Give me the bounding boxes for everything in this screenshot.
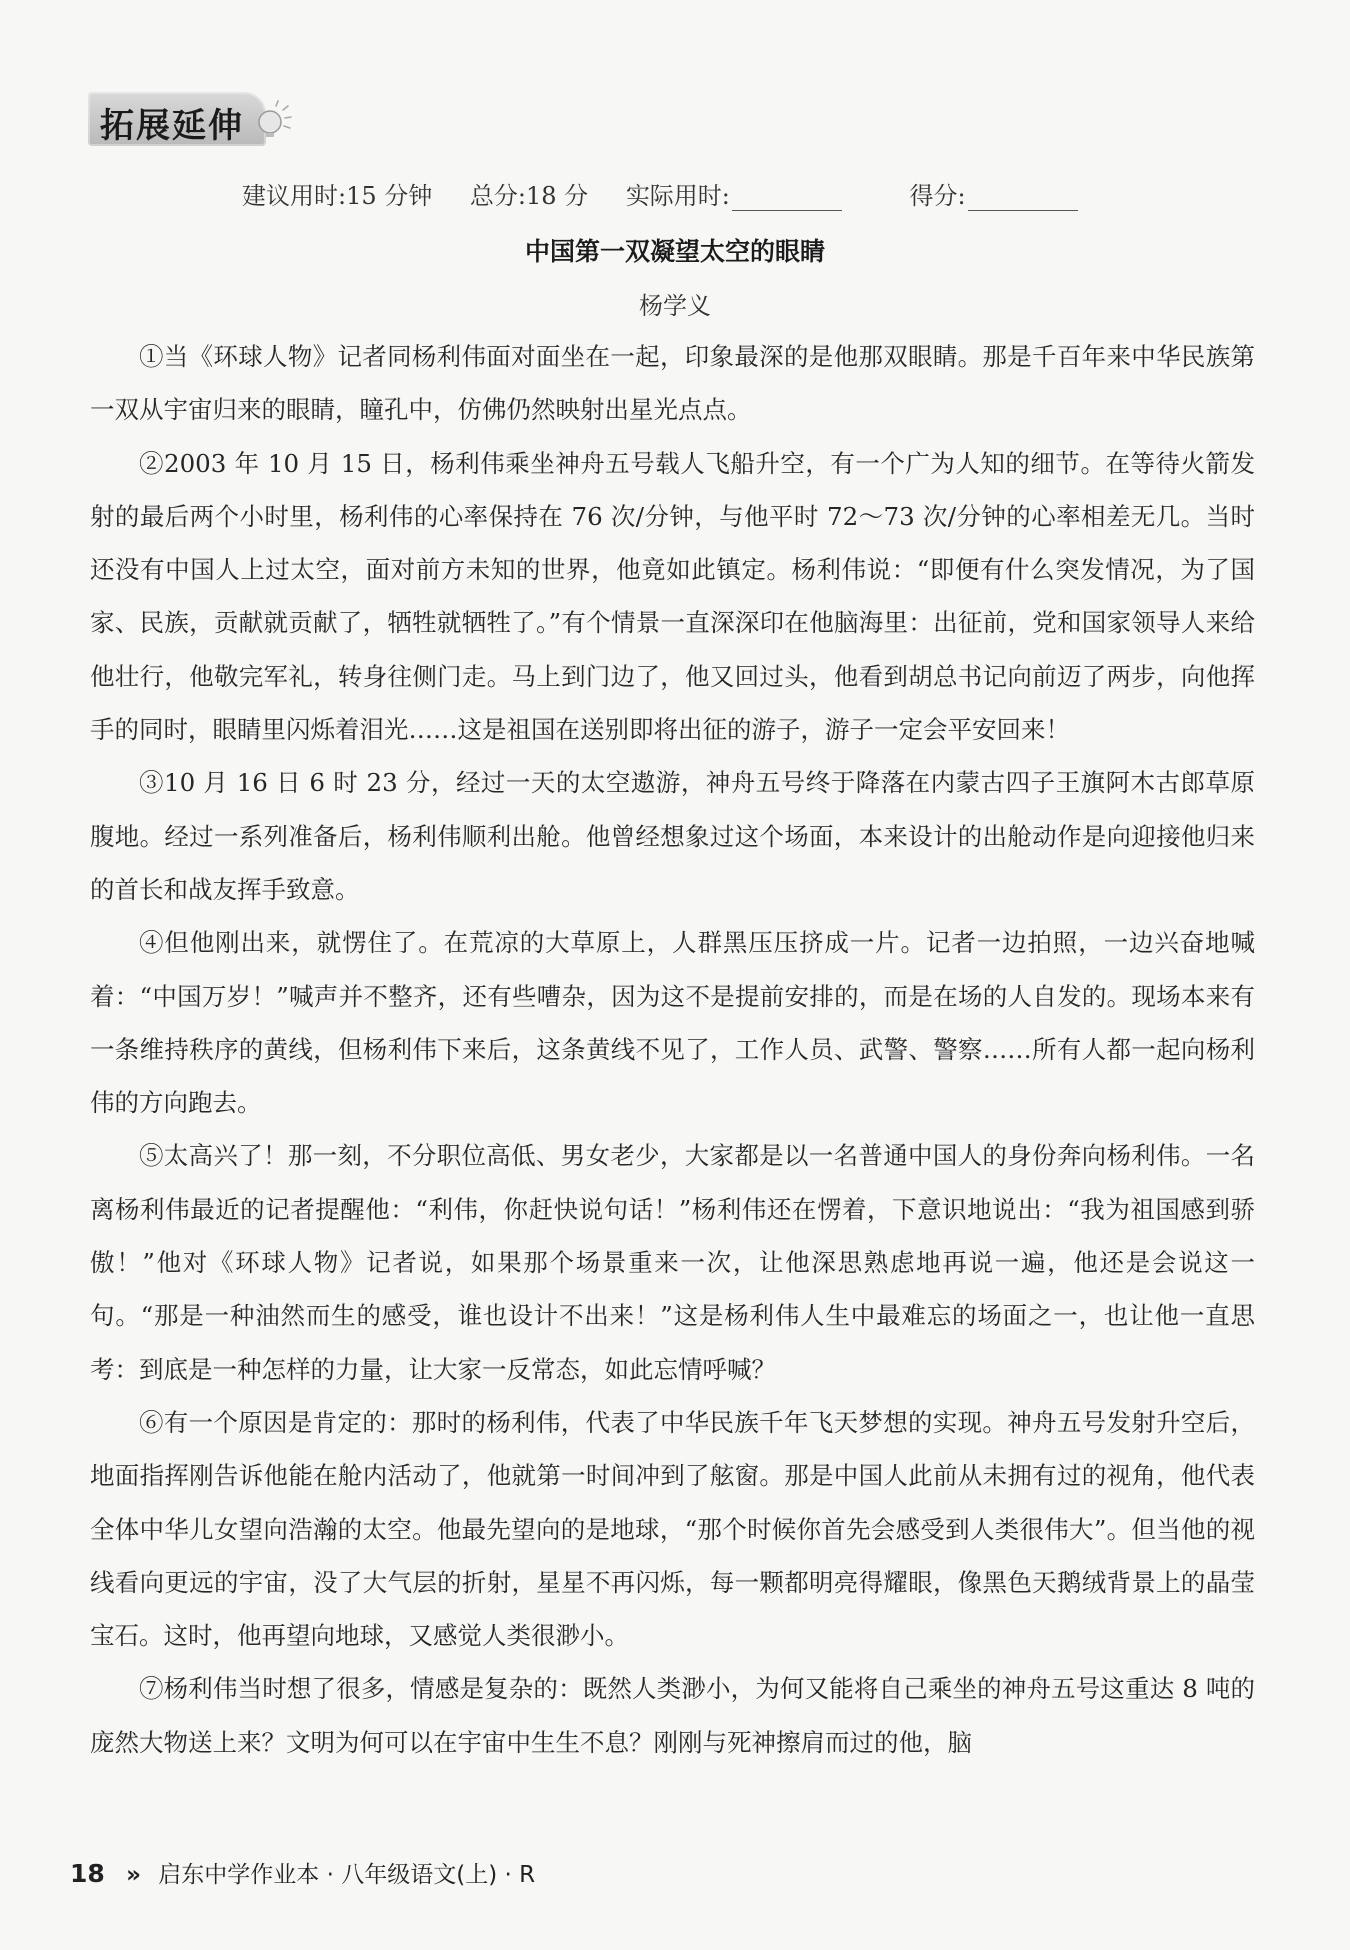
lightbulb-icon: [252, 100, 294, 142]
paragraph-3: ③10 月 16 日 6 时 23 分，经过一天的太空遨游，神舟五号终于降落在内蒙古四子王旗阿木古郎草原腹地。经过一系列准备后，杨利伟顺利出舱。他曾经想象过这个场面，本来设计的出舱动作是向迎接他归来的首长和战友挥手致意。: [90, 768, 1255, 904]
score-blank[interactable]: [968, 188, 1078, 211]
total-score: 总分:18 分: [469, 182, 589, 210]
page-number: 18: [70, 1859, 105, 1888]
actual-time-blank[interactable]: [732, 188, 842, 211]
article-body: [90, 330, 1255, 1769]
paragraph-4: ④但他刚出来，就愣住了。在荒凉的大草原上，人群黑压压挤成一片。记者一边拍照，一边兴奋地喊着：“中国万岁！”喊声并不整齐，还有些嘈杂，因为这不是提前安排的，而是在场的人自发的。现场本来有一条维持秩序的黄线，但杨利伟下来后，这条黄线不见了，工作人员、武警、警察……所有人都一起向杨利伟的方向跑去。: [90, 928, 1255, 1118]
actual-time-label: 实际用时:: [625, 182, 730, 210]
section-badge: [88, 92, 266, 146]
section-badge-label: 拓展延伸: [100, 106, 244, 146]
chevron-icon: »: [126, 1862, 141, 1888]
article-author: 杨学义: [639, 292, 711, 320]
exercise-meta: [242, 176, 1138, 211]
paragraph-2: ②2003 年 10 月 15 日，杨利伟乘坐神舟五号载人飞船升空，有一个广为人知的细节。在等待火箭发射的最后两个小时里，杨利伟的心率保持在 76 次/分钟，与他平时 72～73 次/分钟的心率相差无几。当时还没有中国人上过太空，面对前方未知的世界，他竟如此镇定。杨利伟说：“即便有什么突发情况，为了国家、民族，贡献就贡献了，牺牲就牺牲了。”有个情景一直深深印在他脑海里：出征前，党和国家领导人来给他壮行，他敬完军礼，转身往侧门走。马上到门边了，他又回过头，他看到胡总书记向前迈了两步，向他挥手的同时，眼睛里闪烁着泪光……这是祖国在送别即将出征的游子，游子一定会平安回来！: [90, 448, 1255, 745]
score: [910, 182, 1108, 210]
paragraph-7: ⑦杨利伟当时想了很多，情感是复杂的：既然人类渺小，为何又能将自己乘坐的神舟五号这重达 8 吨的庞然大物送上来？文明为何可以在宇宙中生生不息？刚刚与死神擦肩而过的他，脑: [90, 1674, 1255, 1757]
paragraph-1: ①当《环球人物》记者同杨利伟面对面坐在一起，印象最深的是他那双眼睛。那是千百年来中华民族第一双从宇宙归来的眼睛，瞳孔中，仿佛仍然映射出星光点点。: [90, 342, 1255, 425]
actual-time: [626, 182, 872, 210]
suggested-time: 建议用时:15 分钟: [242, 182, 433, 210]
article-title: 中国第一双凝望太空的眼睛: [524, 237, 825, 266]
paragraph-5: ⑤太高兴了！那一刻，不分职位高低、男女老少，大家都是以一名普通中国人的身份奔向杨利伟。一名离杨利伟最近的记者提醒他：“利伟，你赶快说句话！”杨利伟还在愣着，下意识地说出：“我为祖国感到骄傲！”他对《环球人物》记者说，如果那个场景重来一次，让他深思熟虑地再说一遍，他还是会说这一句。“那是一种油然而生的感受，谁也设计不出来！”这是杨利伟人生中最难忘的场面之一，也让他一直思考：到底是一种怎样的力量，让大家一反常态，如此忘情呼喊？: [90, 1141, 1255, 1384]
score-label: 得分:: [909, 182, 966, 210]
book-title: 启东中学作业本 · 八年级语文(上) · R: [158, 1862, 536, 1888]
page-footer: [70, 1856, 535, 1889]
paragraph-6: ⑥有一个原因是肯定的：那时的杨利伟，代表了中华民族千年飞天梦想的实现。神舟五号发射升空后，地面指挥刚告诉他能在舱内活动了，他就第一时间冲到了舷窗。那是中国人此前从未拥有过的视角，他代表全体中华儿女望向浩瀚的太空。他最先望向的是地球，“那个时候你首先会感受到人类很伟大”。但当他的视线看向更远的宇宙，没了大气层的折射，星星不再闪烁，每一颗都明亮得耀眼，像黑色天鹅绒背景上的晶莹宝石。这时，他再望向地球，又感觉人类很渺小。: [90, 1407, 1255, 1651]
